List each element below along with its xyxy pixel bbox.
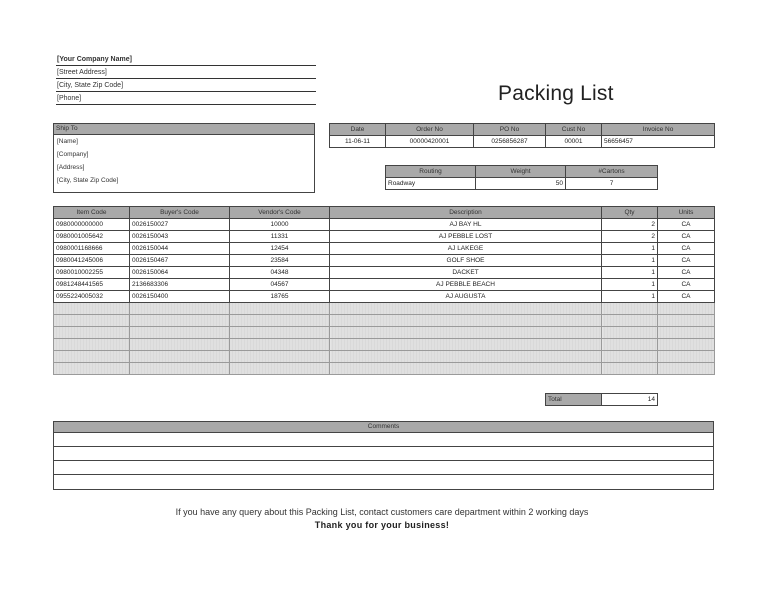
cell-item-code: 0980010002255 [54,267,130,279]
table-row [54,255,715,267]
table-row [54,219,715,231]
ship-to-company: [Company] [57,151,89,158]
table-row [54,279,715,291]
blank-cell [230,351,330,363]
comment-line[interactable] [54,447,713,461]
cell-item-code: 0980041245006 [54,255,130,267]
blank-cell [54,303,130,315]
cell-buyers-code: 2136683306 [130,279,230,291]
blank-cell [602,315,658,327]
cell-units: CA [658,291,715,303]
blank-cell [230,327,330,339]
blank-cell [130,327,230,339]
blank-cell [54,339,130,351]
cell-vendors-code: 12454 [230,243,330,255]
blank-cell [330,363,602,375]
blank-cell [54,351,130,363]
total-value: 14 [602,394,658,406]
blank-cell [602,303,658,315]
blank-cell [658,339,715,351]
blank-cell [330,303,602,315]
blank-cell [130,315,230,327]
cell-vendors-code: 11331 [230,231,330,243]
company-city: [City, State Zip Code] [56,80,316,92]
cell-item-code: 0981248441565 [54,279,130,291]
items-table [53,206,715,375]
items-header-row [54,207,715,219]
cell-qty: 1 [602,255,658,267]
blank-cell [54,315,130,327]
cell-item-code: 0980001168666 [54,243,130,255]
blank-row [54,303,715,315]
total-table [545,393,658,406]
items-header-description: Description [330,207,602,219]
cell-item-code: 0980000000000 [54,219,130,231]
cell-qty: 1 [602,243,658,255]
ship-to-city: [City, State Zip Code] [57,177,119,184]
company-phone: [Phone] [56,93,316,105]
comments-header: Comments [54,422,713,433]
ship-to-address: [Address] [57,164,85,171]
blank-cell [658,351,715,363]
items-header-item-code: Item Code [54,207,130,219]
items-header-units: Units [658,207,715,219]
cell-buyers-code: 0026150064 [130,267,230,279]
cell-description: AJ BAY HL [330,219,602,231]
cell-units: CA [658,267,715,279]
table-row [54,267,715,279]
cell-buyers-code: 0026150043 [130,231,230,243]
cust-no: 00001 [546,136,602,148]
blank-cell [602,339,658,351]
blank-cell [330,327,602,339]
cell-description: AJ AUGUSTA [330,291,602,303]
footer-thanks: Thank you for your business! [314,520,450,530]
blank-cell [658,363,715,375]
blank-row [54,363,715,375]
weight-value: 50 [476,178,566,190]
items-header-buyers-code: Buyer's Code [130,207,230,219]
order-header-po-no: PO No [474,124,546,136]
cell-description: AJ PEBBLE LOST [330,231,602,243]
cell-units: CA [658,279,715,291]
order-header-invoice-no: Invoice No [602,124,715,136]
po-no: 0256856287 [474,136,546,148]
ship-to-name: [Name] [57,138,78,145]
cell-qty: 2 [602,219,658,231]
blank-row [54,315,715,327]
comment-line[interactable] [54,433,713,447]
order-date: 11-06-11 [330,136,386,148]
cell-vendors-code: 04567 [230,279,330,291]
blank-cell [130,303,230,315]
blank-cell [230,363,330,375]
cell-buyers-code: 0026150400 [130,291,230,303]
blank-cell [230,303,330,315]
blank-cell [130,339,230,351]
cell-description: DACKET [330,267,602,279]
cell-vendors-code: 04348 [230,267,330,279]
routing-value: Roadway [386,178,476,190]
ship-to-block [53,123,315,193]
shipping-header-cartons: #Cartons [566,166,658,178]
table-row [54,231,715,243]
shipping-header-routing: Routing [386,166,476,178]
order-header-order-no: Order No [386,124,474,136]
ship-to-header: Ship To [54,124,314,135]
shipping-info-table [385,165,658,190]
company-name: [Your Company Name] [56,54,316,66]
table-row [54,243,715,255]
cell-vendors-code: 10000 [230,219,330,231]
order-info-table [329,123,715,148]
blank-row [54,339,715,351]
page-title: Packing List [498,82,614,105]
blank-cell [230,339,330,351]
order-header-date: Date [330,124,386,136]
blank-row [54,351,715,363]
cell-units: CA [658,219,715,231]
cell-description: AJ PEBBLE BEACH [330,279,602,291]
comment-line[interactable] [54,475,713,489]
company-street: [Street Address] [56,67,316,79]
blank-cell [602,351,658,363]
order-header-cust-no: Cust No [546,124,602,136]
cell-description: AJ LAKEGE [330,243,602,255]
cell-qty: 1 [602,291,658,303]
blank-cell [54,363,130,375]
cell-buyers-code: 0026150044 [130,243,230,255]
blank-cell [602,363,658,375]
cell-units: CA [658,231,715,243]
cartons-value: 7 [566,178,658,190]
cell-vendors-code: 23584 [230,255,330,267]
blank-cell [130,351,230,363]
blank-cell [54,327,130,339]
cell-item-code: 0980001005642 [54,231,130,243]
items-header-vendors-code: Vendor's Code [230,207,330,219]
cell-qty: 1 [602,279,658,291]
order-no: 00000420001 [386,136,474,148]
blank-cell [602,327,658,339]
total-label: Total [546,394,602,406]
cell-buyers-code: 0026150027 [130,219,230,231]
cell-item-code: 0955224005032 [54,291,130,303]
cell-units: CA [658,243,715,255]
comments-block [53,421,714,490]
table-row [54,291,715,303]
cell-qty: 2 [602,231,658,243]
blank-cell [330,339,602,351]
cell-qty: 1 [602,267,658,279]
items-header-qty: Qty [602,207,658,219]
cell-description: GOLF SHOE [330,255,602,267]
blank-cell [230,315,330,327]
blank-cell [330,315,602,327]
blank-cell [658,303,715,315]
blank-row [54,327,715,339]
shipping-header-weight: Weight [476,166,566,178]
comment-line[interactable] [54,461,713,475]
blank-cell [130,363,230,375]
cell-units: CA [658,255,715,267]
blank-cell [658,315,715,327]
blank-cell [330,351,602,363]
blank-cell [658,327,715,339]
footer-note: If you have any query about this Packing List, contact customers care department within 2 working days [175,507,589,517]
invoice-no: 56656457 [602,136,715,148]
cell-buyers-code: 0026150467 [130,255,230,267]
cell-vendors-code: 18765 [230,291,330,303]
